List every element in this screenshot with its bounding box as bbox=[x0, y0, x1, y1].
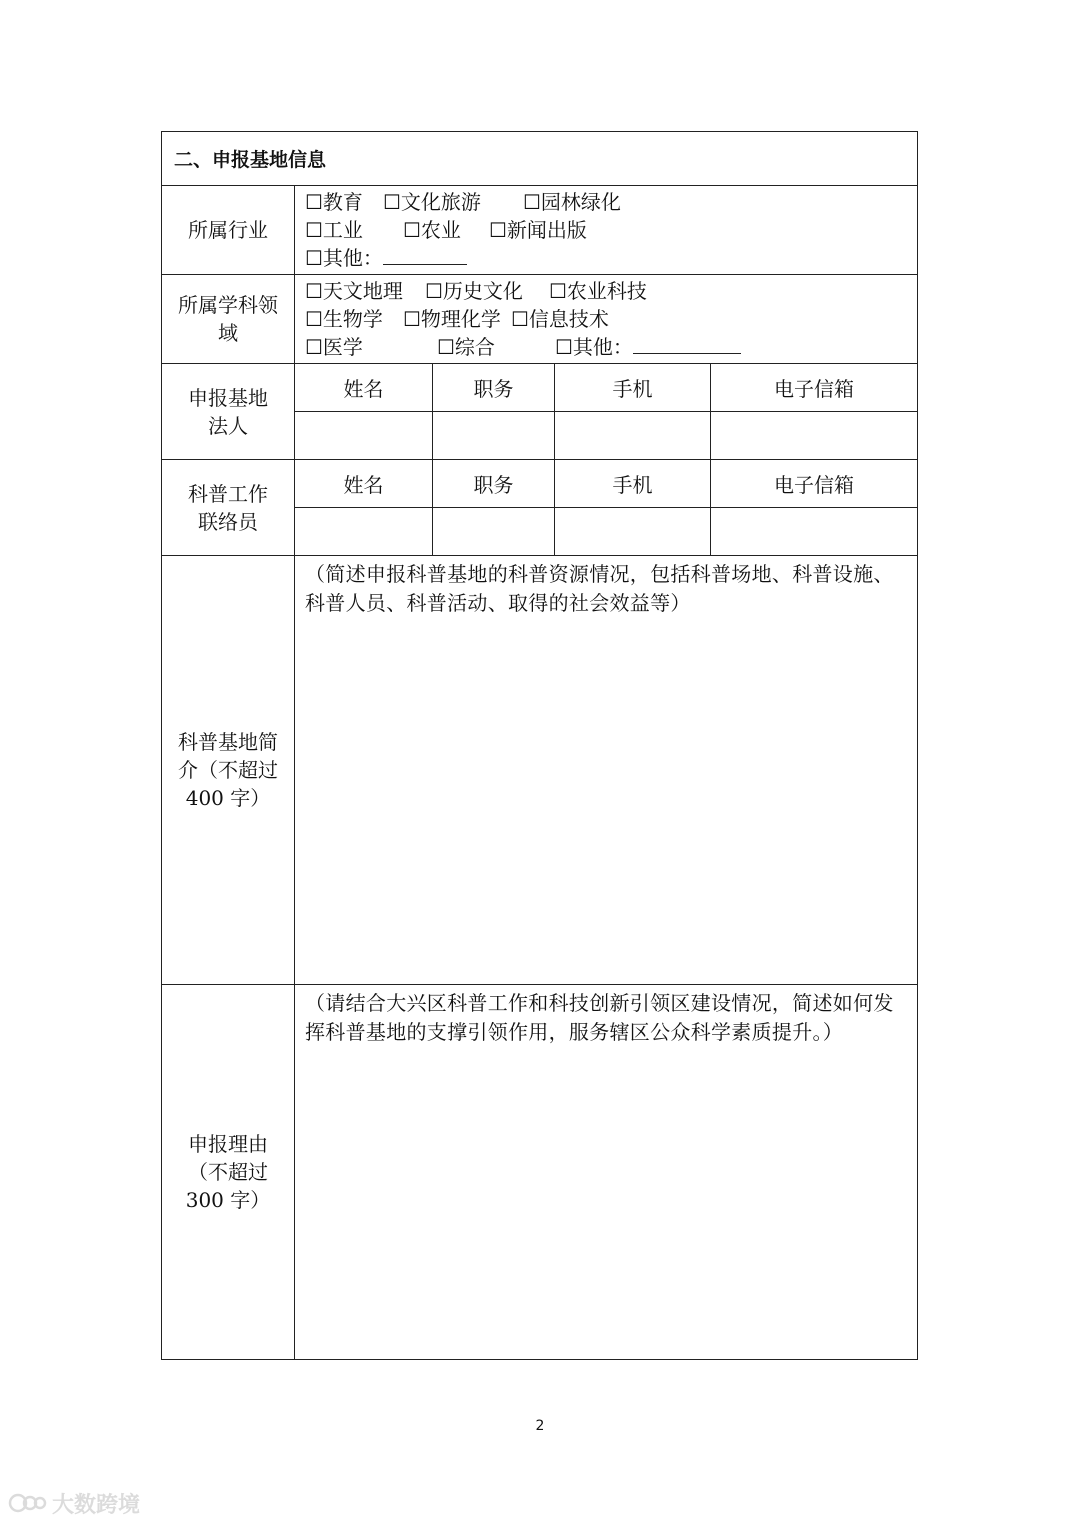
legal-person-header-position: 职务 bbox=[433, 364, 555, 412]
industry-option-agriculture[interactable]: ☐农业 bbox=[403, 218, 461, 242]
industry-option-landscape[interactable]: ☐园林绿化 bbox=[523, 190, 621, 214]
discipline-label-line2: 域 bbox=[218, 321, 238, 345]
liaison-header-name: 姓名 bbox=[295, 460, 433, 508]
legal-person-position-cell[interactable] bbox=[433, 412, 555, 460]
section-title: 二、申报基地信息 bbox=[162, 132, 918, 186]
industry-option-press[interactable]: ☐新闻出版 bbox=[489, 218, 587, 242]
legal-person-phone-cell[interactable] bbox=[555, 412, 711, 460]
discipline-label-line1: 所属学科领 bbox=[178, 293, 278, 317]
legal-person-header-email: 电子信箱 bbox=[711, 364, 918, 412]
industry-option-education[interactable]: ☐教育 bbox=[305, 190, 363, 214]
reason-hint: （请结合大兴区科普工作和科技创新引领区建设情况，简述如何发挥科普基地的支撑引领作用，服务辖区公众科学素质提升。） bbox=[305, 991, 894, 1044]
liaison-label bbox=[162, 460, 295, 556]
industry-option-industry[interactable]: ☐工业 bbox=[305, 218, 363, 242]
liaison-email-cell[interactable] bbox=[711, 508, 918, 556]
liaison-header-phone: 手机 bbox=[555, 460, 711, 508]
legal-person-label-line1: 申报基地 bbox=[188, 385, 268, 410]
discipline-options bbox=[295, 275, 918, 364]
reason-label-line2: （不超过 bbox=[188, 1160, 268, 1184]
watermark bbox=[8, 1488, 140, 1518]
discipline-option-agri-tech[interactable]: ☐农业科技 bbox=[549, 279, 647, 303]
reason-label-line3: 300 字） bbox=[185, 1188, 271, 1212]
discipline-option-biology[interactable]: ☐生物学 bbox=[305, 307, 383, 331]
reason-text-area[interactable] bbox=[295, 985, 918, 1360]
legal-person-header-name: 姓名 bbox=[295, 364, 433, 412]
liaison-position-cell[interactable] bbox=[433, 508, 555, 556]
industry-label: 所属行业 bbox=[162, 186, 295, 275]
discipline-label bbox=[162, 275, 295, 364]
industry-option-other[interactable]: ☐其他： bbox=[305, 246, 383, 270]
industry-option-culture-tourism[interactable]: ☐文化旅游 bbox=[383, 190, 481, 214]
intro-label-line1: 科普基地简 bbox=[178, 730, 278, 754]
industry-other-blank[interactable] bbox=[383, 244, 467, 265]
discipline-other-blank[interactable] bbox=[633, 333, 741, 354]
legal-person-label-line2: 法人 bbox=[208, 413, 248, 438]
application-form-table bbox=[161, 131, 918, 1360]
watermark-text: 大数跨境 bbox=[52, 1492, 141, 1518]
liaison-label-line1: 科普工作 bbox=[188, 481, 268, 506]
reason-label bbox=[162, 985, 295, 1360]
page-number: 2 bbox=[535, 1418, 545, 1434]
discipline-option-astronomy-geography[interactable]: ☐天文地理 bbox=[305, 279, 403, 303]
discipline-option-it[interactable]: ☐信息技术 bbox=[511, 307, 609, 331]
liaison-header-email: 电子信箱 bbox=[711, 460, 918, 508]
intro-label bbox=[162, 556, 295, 985]
intro-label-line3: 400 字） bbox=[185, 786, 271, 810]
discipline-option-history-culture[interactable]: ☐历史文化 bbox=[425, 279, 523, 303]
reason-label-line1: 申报理由 bbox=[188, 1132, 268, 1156]
intro-hint: （简述申报科普基地的科普资源情况，包括科普场地、科普设施、科普人员、科普活动、取得的社会效益等） bbox=[305, 562, 894, 615]
intro-label-line2: 介（不超过 bbox=[178, 758, 278, 782]
industry-options bbox=[295, 186, 918, 275]
legal-person-header-phone: 手机 bbox=[555, 364, 711, 412]
legal-person-label bbox=[162, 364, 295, 460]
liaison-header-position: 职务 bbox=[433, 460, 555, 508]
discipline-option-physics-chemistry[interactable]: ☐物理化学 bbox=[403, 307, 501, 331]
discipline-option-other[interactable]: ☐其他： bbox=[555, 335, 633, 359]
liaison-phone-cell[interactable] bbox=[555, 508, 711, 556]
discipline-option-comprehensive[interactable]: ☐综合 bbox=[437, 335, 495, 359]
intro-text-area[interactable] bbox=[295, 556, 918, 985]
liaison-name-cell[interactable] bbox=[295, 508, 433, 556]
legal-person-email-cell[interactable] bbox=[711, 412, 918, 460]
legal-person-name-cell[interactable] bbox=[295, 412, 433, 460]
discipline-option-medicine[interactable]: ☐医学 bbox=[305, 335, 363, 359]
watermark-logo-icon bbox=[8, 1491, 48, 1515]
liaison-label-line2: 联络员 bbox=[198, 509, 258, 534]
